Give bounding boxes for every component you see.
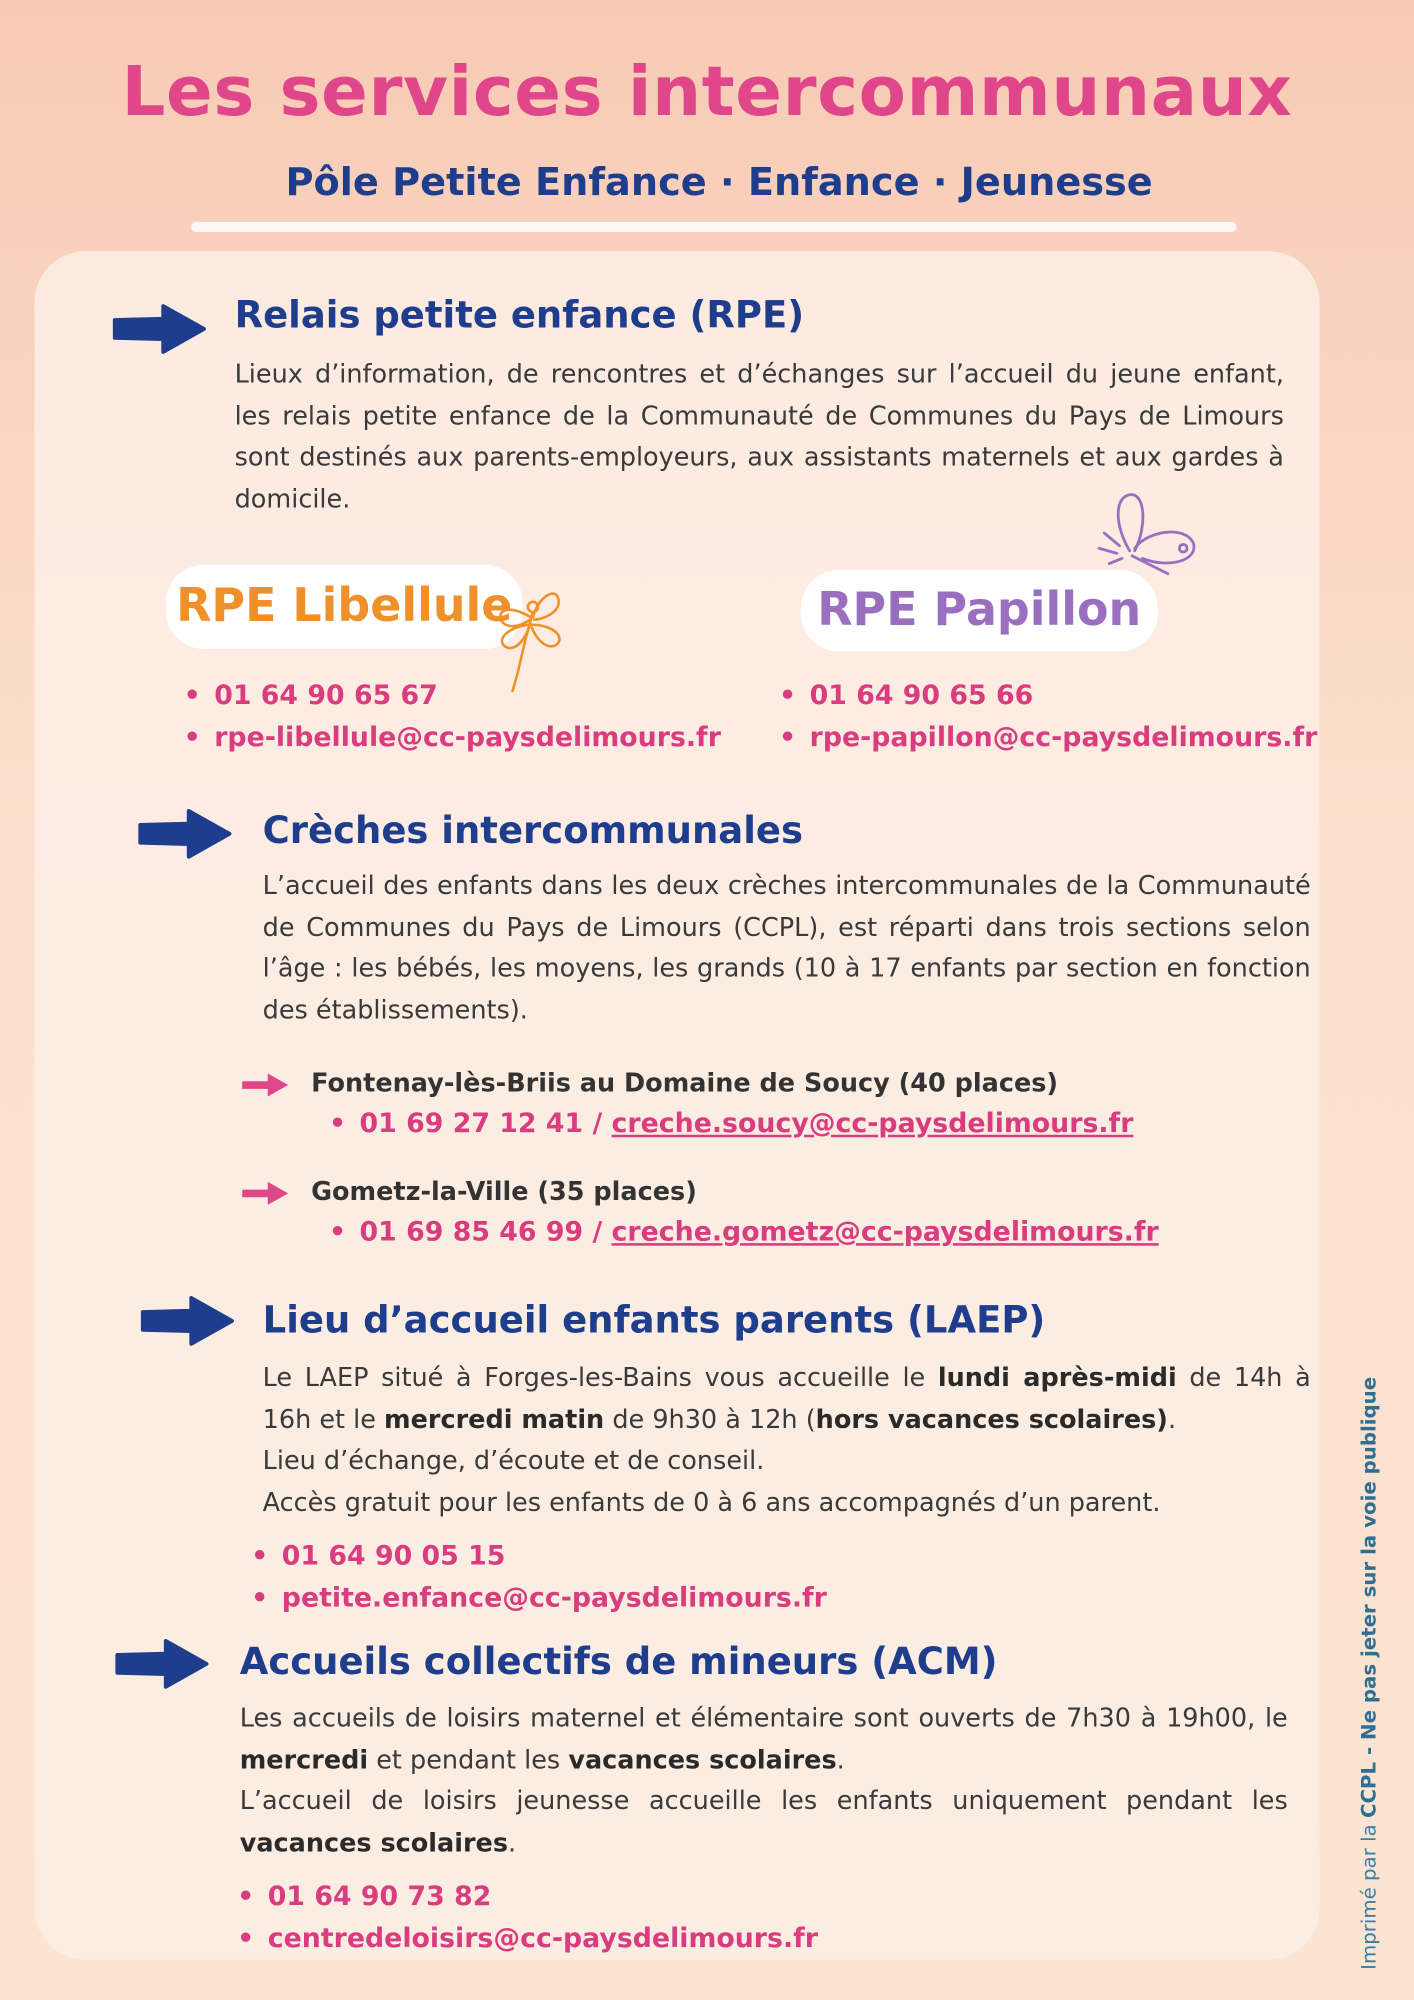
rpe-libellule-email [184,722,721,753]
text-run: et pendant les [368,1743,569,1775]
bullet: • [779,721,797,753]
print-notice-strong: CCPL - Ne pas jeter sur la voie publique [1357,1376,1381,1818]
bullet: • [183,679,201,711]
text-run: de 9h30 à 12h ( [604,1403,816,1434]
creche-soucy-name: Fontenay-lès-Briis au Domaine de Soucy (40 places) [311,1067,1059,1098]
laep-email [251,1582,827,1613]
text-strong: mercredi matin [384,1403,605,1434]
text-run: . [508,1826,517,1858]
text-strong: mercredi [239,1743,369,1775]
dragonfly-icon [487,584,579,696]
phone-text[interactable]: 01 69 85 46 99 / [359,1216,612,1247]
text-strong: hors vacances scolaires) [815,1403,1168,1434]
laep-description [263,1357,1311,1523]
arrow-right-icon [138,808,232,859]
phone-text[interactable]: 01 64 90 65 67 [214,679,438,711]
email-link[interactable]: rpe-libellule@cc-paysdelimours.fr [214,721,721,753]
brush-underline [191,222,1237,232]
email-link[interactable]: rpe-papillon@cc-paysdelimours.fr [809,721,1318,753]
bullet: • [251,1540,269,1571]
text-strong: vacances scolaires [568,1743,837,1775]
creches-heading: Crèches intercommunales [262,808,804,852]
acm-description [240,1697,1288,1863]
laep-line2: Lieu d’échange, d’écoute et de conseil. [262,1444,765,1476]
text-run: Le LAEP situé à Forges-les-Bains vous accueille le [262,1361,938,1393]
acm-email [237,1923,818,1954]
text-run: L’accueil de loisirs jeunesse accueille les enfants uniquement pendant les [239,1785,1288,1816]
creche-gometz-contact [329,1216,1159,1247]
text-run: Les accueils de loisirs maternel et élémentaire sont ouverts de 7h30 à 19h00, le [239,1702,1288,1733]
email-link[interactable]: creche.soucy@cc-paysdelimours.fr [611,1107,1134,1139]
rpe-description: Lieux d’information, de rencontres et d’échanges sur l’accueil du jeune enfant, les relais petite enfance de la Communauté de Communes du Pays de Limours sont destinés aux parents-employeurs, aux assistants maternels et aux gardes à domicile. [234,358,1284,514]
rpe-papillon-phone [779,680,1033,711]
arrow-right-icon [112,303,206,354]
email-link[interactable]: petite.enfance@cc-paysdelimours.fr [281,1582,827,1613]
page-subtitle: Pôle Petite Enfance · Enfance · Jeunesse [285,160,1153,206]
bullet: • [328,1107,347,1139]
butterfly-icon [1091,487,1206,594]
text-strong: vacances scolaires [239,1826,509,1858]
creche-soucy-contact [329,1108,1133,1139]
email-link[interactable]: creche.gometz@cc-paysdelimours.fr [611,1216,1159,1247]
rpe-papillon-label: RPE Papillon [801,570,1158,652]
creche-gometz-name: Gometz-la-Ville (35 places) [311,1175,697,1207]
print-notice [1358,1377,1381,1970]
laep-phone [251,1540,505,1571]
text-strong: lundi après-midi [937,1361,1177,1393]
bullet: • [779,679,797,711]
text-run: de 14h à 16h et le [262,1361,1311,1434]
rpe-libellule-label: RPE Libellule [166,565,523,649]
laep-heading: Lieu d’accueil enfants parents (LAEP) [262,1297,1046,1342]
rpe-heading: Relais petite enfance (RPE) [234,293,805,337]
acm-phone [237,1881,491,1912]
rpe-libellule-phone [184,680,438,711]
text-run: . [1167,1403,1177,1434]
phone-text[interactable]: 01 64 90 05 15 [281,1540,506,1571]
rpe-papillon-email [779,722,1317,753]
bullet: • [328,1216,347,1247]
arrow-right-icon [240,1179,291,1207]
phone-text[interactable]: 01 64 90 65 66 [809,679,1034,711]
email-link[interactable]: centredeloisirs@cc-paysdelimours.fr [267,1922,818,1954]
text-run: . [836,1743,845,1775]
bullet: • [183,721,201,753]
bullet: • [251,1582,269,1613]
creches-description: L’accueil des enfants dans les deux crèches intercommunales de la Communauté de Communes du Pays de Limours (CCPL), est réparti dans trois sections selon l’âge : les bébés, les moyens, les grands (10 à 17 enfants par section en fonction des établissements). [262,869,1311,1025]
phone-text[interactable]: 01 69 27 12 41 / [359,1107,612,1139]
bullet: • [237,1880,255,1912]
acm-heading: Accueils collectifs de mineurs (ACM) [239,1639,998,1683]
page-title: Les services intercommunaux [121,51,1293,132]
arrow-right-icon [140,1295,234,1346]
print-notice-prefix: Imprimé par la [1357,1817,1381,1970]
laep-line3: Accès gratuit pour les enfants de 0 à 6 ans accompagnés d’un parent. [262,1486,1161,1517]
bullet: • [237,1922,255,1954]
phone-text[interactable]: 01 64 90 73 82 [267,1880,492,1912]
arrow-right-icon [240,1071,291,1099]
arrow-right-icon [115,1638,209,1689]
